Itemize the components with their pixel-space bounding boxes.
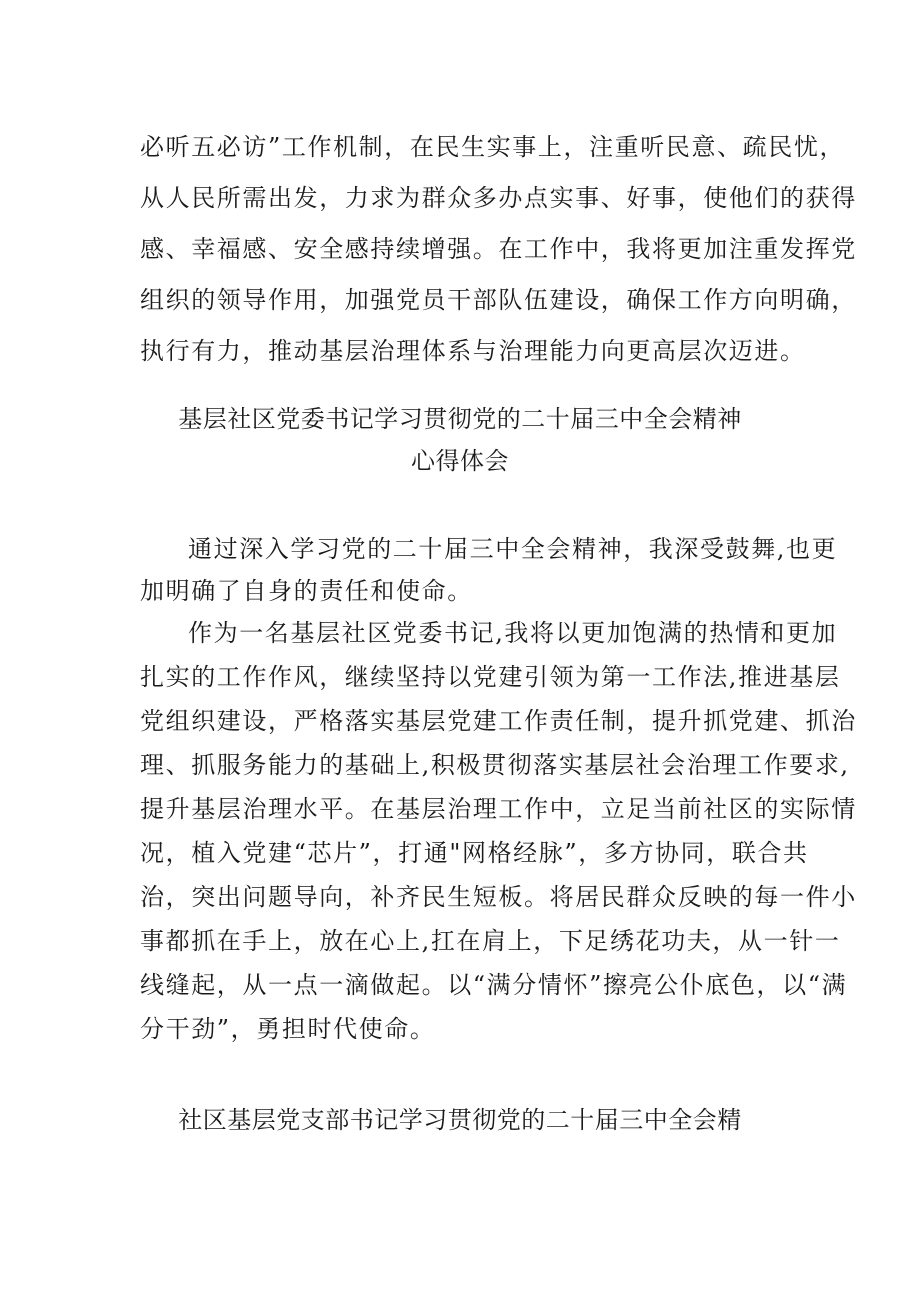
a2p2-line-7: 治，突出问题导向，补齐民生短板。将居民群众反映的每一件小	[140, 883, 857, 911]
a2p2-line-8: 事都抓在手上，放在心上,扛在肩上，下足绣花功夫，从一针一	[140, 927, 841, 955]
a2p2-line-2: 扎实的工作作风，继续坚持以党建引领为第一工作法,推进基层	[140, 663, 841, 691]
a2p2-line-10: 分干劲”，勇担时代使命。	[140, 1015, 436, 1043]
article2-title-line-1: 基层社区党委书记学习贯彻党的二十届三中全会精神	[178, 405, 742, 433]
intro-line-2: 从人民所需出发，力求为群众多办点实事、好事，使他们的获得	[140, 184, 857, 212]
a2p2-line-5: 提升基层治理水平。在基层治理工作中，立足当前社区的实际情	[140, 795, 857, 823]
a2p1-line-1: 通过深入学习党的二十届三中全会精神，我深受鼓舞,也更	[188, 535, 838, 563]
intro-line-4: 组织的领导作用，加强党员干部队伍建设，确保工作方向明确，	[140, 286, 857, 314]
article3-title-line-1: 社区基层党支部书记学习贯彻党的二十届三中全会精	[178, 1106, 742, 1134]
a2p2-line-9: 线缝起，从一点一滴做起。以“满分情怀”擦亮公仆底色，以“满	[140, 971, 848, 999]
a2p2-line-1: 作为一名基层社区党委书记,我将以更加饱满的热情和更加	[188, 619, 838, 647]
article2-title-line-2: 心得体会	[411, 447, 509, 475]
intro-line-5: 执行有力，推动基层治理体系与治理能力向更高层次迈进。	[140, 337, 806, 365]
a2p2-line-4: 理、抓服务能力的基础上,积极贯彻落实基层社会治理工作要求,	[140, 751, 850, 779]
a2p2-line-3: 党组织建设，严格落实基层党建工作责任制，提升抓党建、抓治	[140, 707, 857, 735]
a2p1-line-2: 加明确了自身的责任和使命。	[140, 577, 473, 605]
intro-line-3: 感、幸福感、安全感持续增强。在工作中，我将更加注重发挥党	[140, 235, 857, 263]
intro-line-1: 必听五必访”工作机制，在民生实事上，注重听民意、疏民忧，	[140, 133, 846, 161]
a2p2-line-6: 况，植入党建“芯片”，打通"网格经脉”，多方协同，联合共	[140, 839, 809, 867]
